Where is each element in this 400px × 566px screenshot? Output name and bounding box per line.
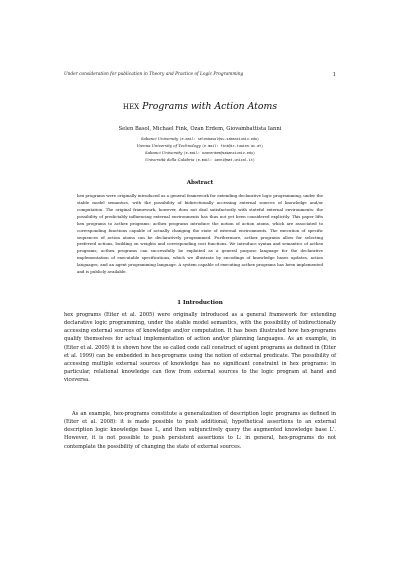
affiliation-institution: Vienna University of Technology	[136, 143, 201, 148]
intro-paragraph-1: hex programs (Eiter et al. 2005) were originally introduced as a general framework for extending declarative logic programming, under the stable model semantics, with the possibility of bidirectionally accessing external sources of knowledge and/or computation. It has been illustrated how hex-programs qualify themselves for actual implementation of action and/or planning languages. As an example, in (Eiter et al. 2005) it is shown how the so called code call construct of agent programs as defined in (Eiter et al. 1999) can be embedded in hex-programs using the notion of external predicate. The possibility of accessing multiple external sources of knowledge has no significant constraint in hex programs: in particular, relational knowledge can flow from external sources to the logic program at hand and viceversa.	[64, 312, 336, 384]
abstract-heading: Abstract	[186, 180, 214, 186]
affiliation-institution: Sabanci University	[144, 150, 183, 155]
affiliation-4	[60, 157, 340, 162]
affiliation-2	[60, 143, 340, 148]
intro-paragraph-2: As an example, hex-programs constitute a generalization of description logic programs as defined in (Eiter et al. 2008): it is made possible to push additional, hypothetical assertions to an external description logic knowledge base L, and then subjunctively query the augmented knowledge base L'. However, it is not possible to push persistent assertions to L: in general, hex-programs do not contemplate the possibility of changing the state of external sources.	[64, 411, 336, 450]
title-rest: Programs with Action Atoms	[142, 101, 278, 112]
affiliation-institution: Università della Calabria	[145, 157, 195, 162]
title-prefix: hex	[122, 101, 140, 112]
affiliation-email: (e-mail: fink@kr.tuwien.ac.at)	[201, 144, 264, 148]
affiliation-email: (e-mail: ianni@mat.unical.it)	[195, 158, 255, 162]
abstract-text: hex programs were originally introduced as a general framework for extending declarative logic programming, under the stable model semantics, with the possibility of bidirectionally accessing external sources of knowledge and/or computation. The original framework, however, does not deal satisfactorily with stateful external environments: the possibility of predictably influencing external environments has thus not yet been considered explicitly. This paper lifts hex programs to acthex programs: acthex programs introduce the notion of action atoms, which are associated to corresponding functions capable of actually changing the state of external environments. The execution of specific sequences of action atoms can be declaratively programmed. Furthermore, acthex programs allow for selecting preferred actions, building on weights and corresponding cost functions. We introduce syntax and semantics of acthex programs; acthex programs can successfully be exploited as a general purpose language for the declarative implementation of executable specifications, which we illustrate by encodings of knowledge bases updates, action languages, and an agent programming language. A system capable of executing acthex programs has been implemented and is publicly available.	[77, 193, 323, 275]
affiliation-email: (e-mail: ozanerdem@sabanciuniv.edu)	[183, 151, 256, 155]
author-list: Selen Basol, Michael Fink, Ozan Erdem, Giovambattista Ianni	[118, 126, 282, 132]
running-head: Under consideration for publication in Theory and Practice of Logic Programming	[64, 72, 244, 77]
page-number: 1	[332, 72, 336, 78]
affiliation-3	[60, 150, 340, 155]
paper-title	[60, 101, 340, 112]
affiliation-1	[60, 136, 340, 141]
section-heading-introduction: 1 Introduction	[177, 300, 223, 306]
affiliation-email: (e-mail: selenbasol@su.sabanciuniv.edu)	[179, 137, 260, 141]
affiliation-institution: Sabanci University	[140, 136, 179, 141]
